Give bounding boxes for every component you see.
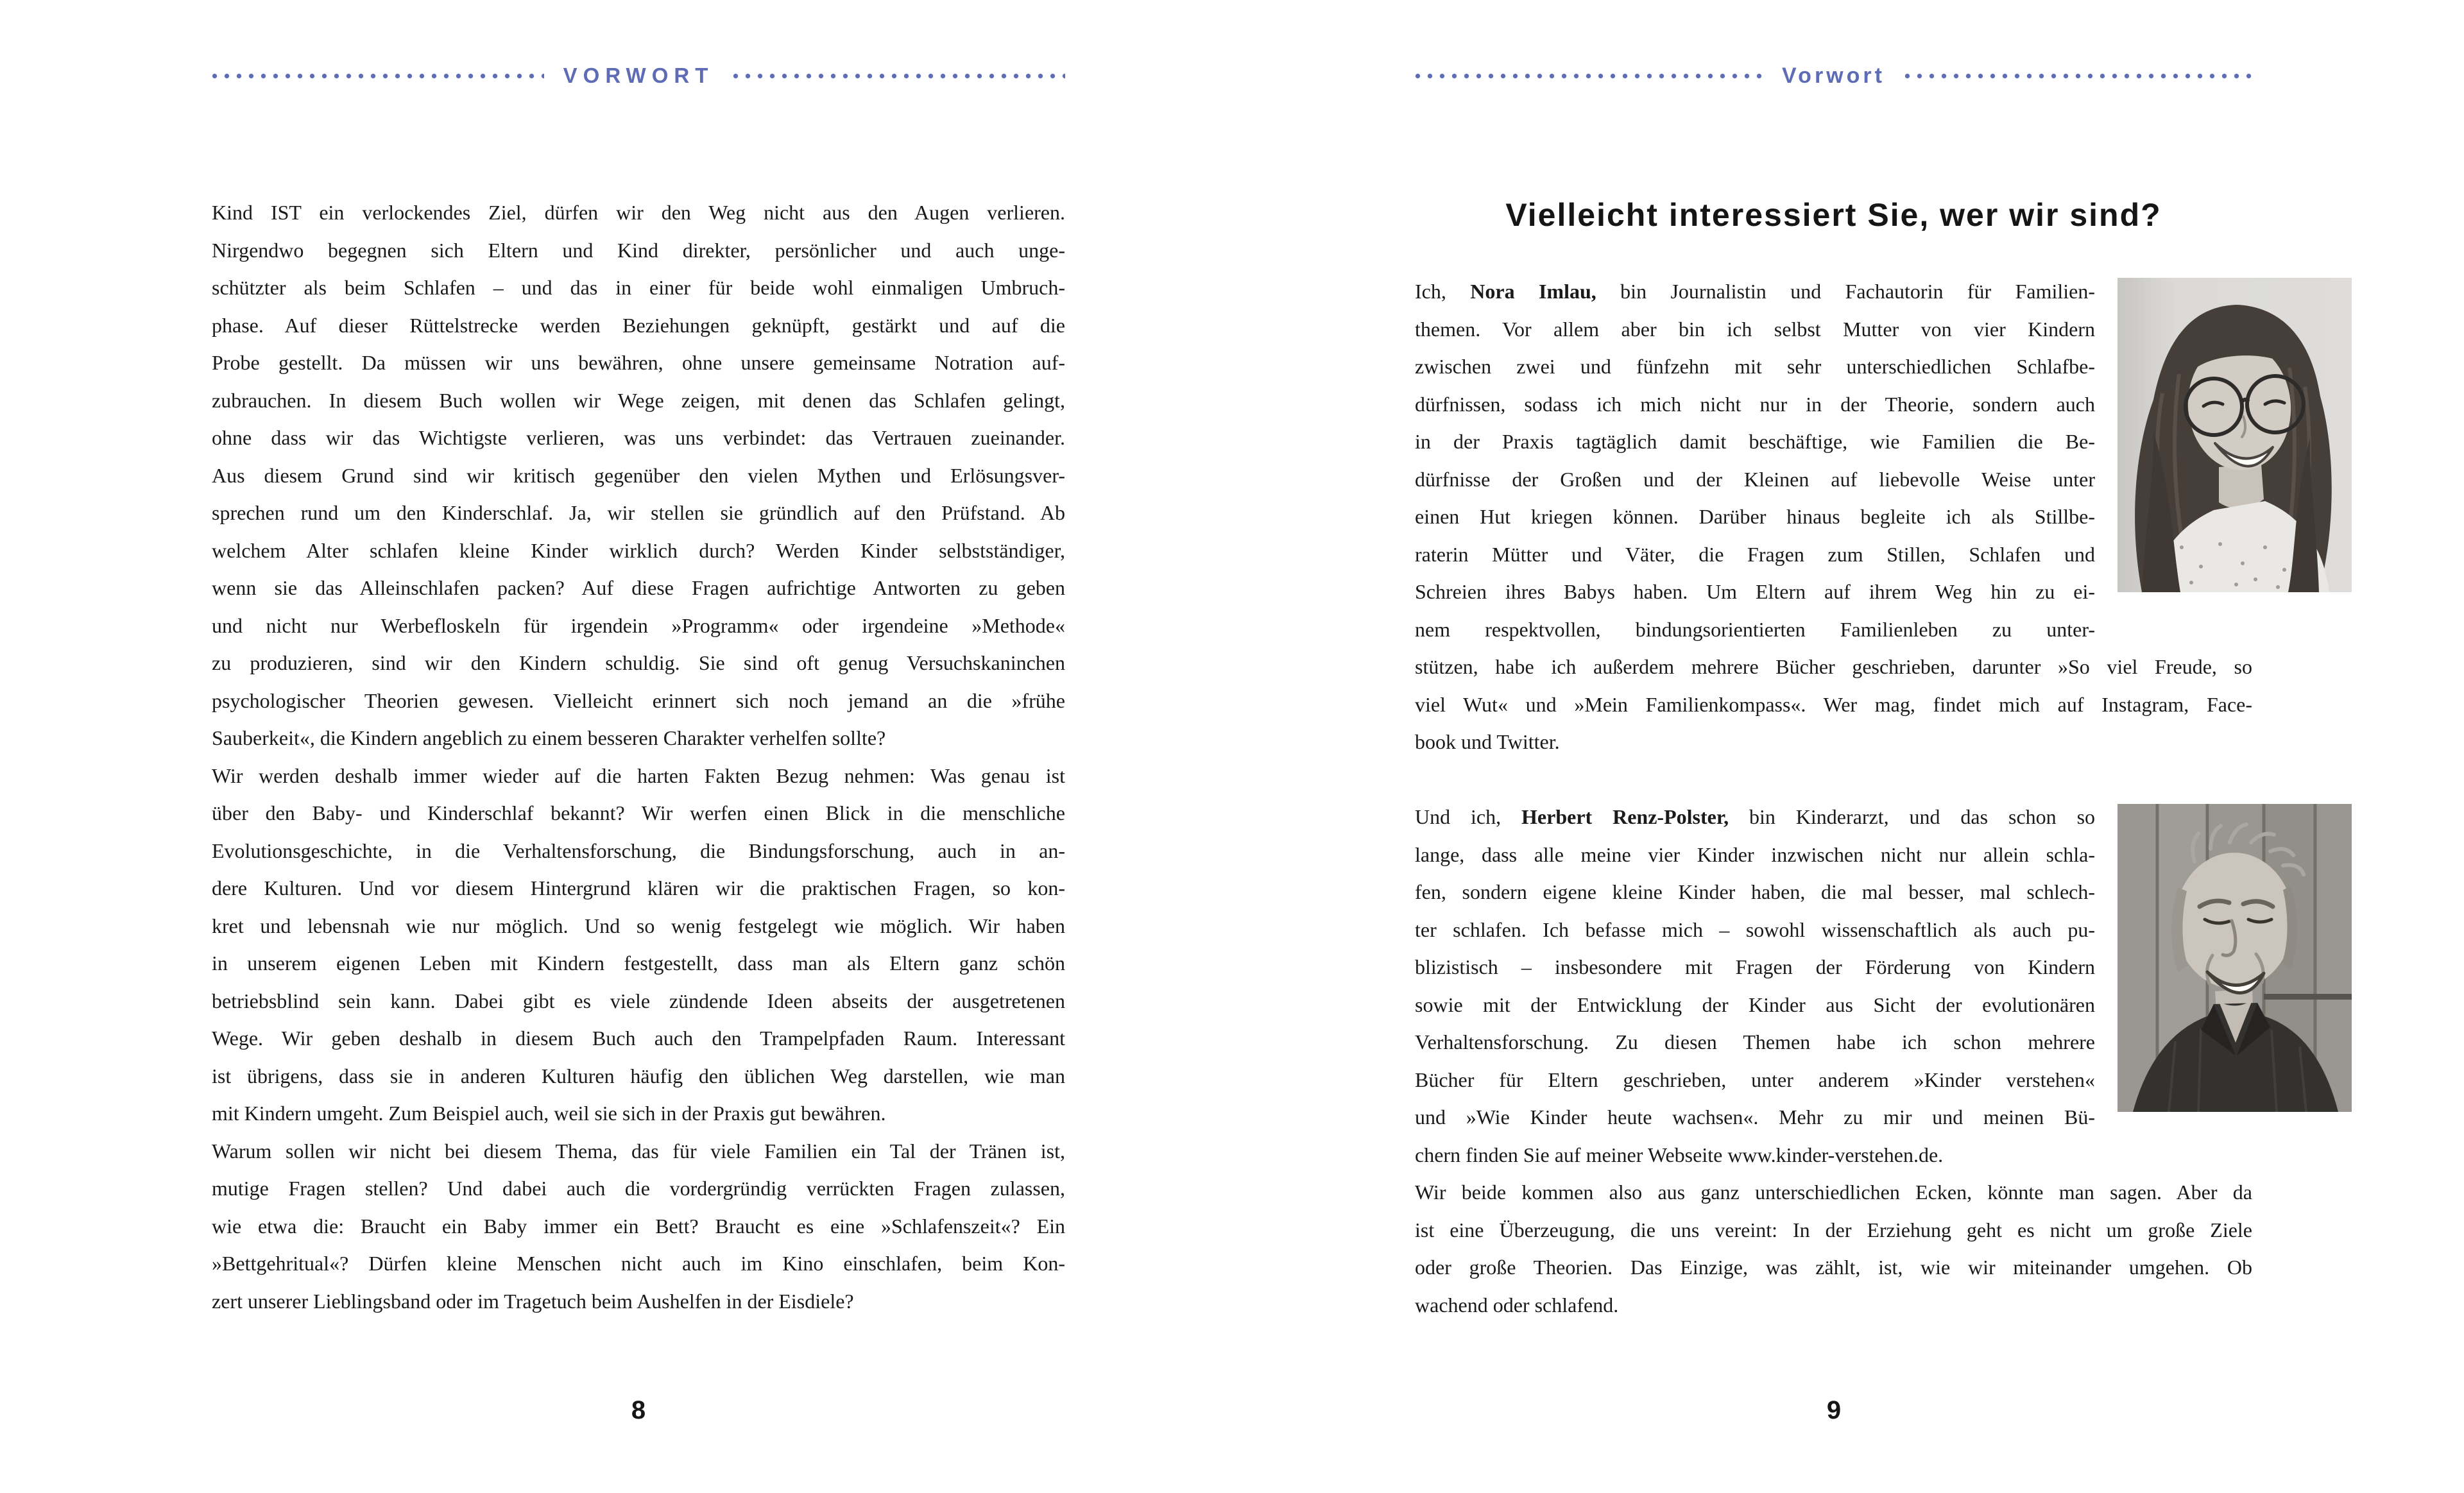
text-line: ist übrigens, dass sie in anderen Kulturen häufig den üblichen Weg darstellen, wie man bbox=[212, 1064, 1065, 1088]
running-head-title: Vorwort bbox=[1782, 63, 1885, 88]
text-line: Warum sollen wir nicht bei diesem Thema, das für viele Familien ein Tal der Tränen ist, bbox=[212, 1139, 1065, 1163]
text-line: phase. Auf dieser Rüttelstrecke werden Beziehungen geknüpft, gestärkt und auf die bbox=[212, 313, 1065, 337]
photo-herbert-renz-polster bbox=[2118, 804, 2352, 1112]
section-heading: Vielleicht interessiert Sie, wer wir sind? bbox=[1505, 197, 2162, 233]
dotted-rule-left bbox=[1415, 73, 1763, 79]
text-line: betriebsblind sein kann. Dabei gibt es viele zündende Ideen abseits der ausgetretenen bbox=[212, 989, 1065, 1012]
text-line: nem respektvollen, bindungsorientierten Familienleben zu unter- bbox=[1415, 617, 2095, 641]
text-line: welchem Alter schlafen kleine Kinder wirklich durch? Werden Kinder selbstständiger, bbox=[212, 538, 1065, 562]
photo-nora-imlau bbox=[2118, 278, 2352, 592]
text-line: Ich, Nora Imlau, bin Journalistin und Fachautorin für Familien- bbox=[1415, 280, 2096, 303]
text-line: mit Kindern umgeht. Zum Beispiel auch, weil sie sich in der Praxis gut bewähren. bbox=[212, 1102, 886, 1125]
text-line: wie etwa die: Braucht ein Baby immer ein Bett? Braucht es eine »Schlafenszeit«? Ein bbox=[212, 1214, 1065, 1238]
text-line: mutige Fragen stellen? Und dabei auch die vordergründig verrückten Fragen zulassen, bbox=[212, 1177, 1065, 1200]
text-line: zwischen zwei und fünfzehn mit sehr unterschiedlichen Schlafbe- bbox=[1415, 355, 2095, 378]
text-line: Bücher für Eltern geschrieben, unter anderem »Kinder verstehen« bbox=[1415, 1068, 2095, 1091]
text-line: einen Hut kriegen können. Darüber hinaus begleite ich als Stillbe- bbox=[1415, 505, 2095, 528]
text-line: Wege. Wir geben deshalb in diesem Buch auch den Trampelpfaden Raum. Interessant bbox=[212, 1027, 1065, 1050]
page-number-left: 8 bbox=[631, 1396, 646, 1424]
text-line: oder große Theorien. Das Einzige, was zählt, ist, wie wir miteinander umgehen. Ob bbox=[1415, 1256, 2252, 1279]
page-number-right: 9 bbox=[1826, 1396, 1842, 1424]
text-line: Probe gestellt. Da müssen wir uns bewähren, ohne unsere gemeinsame Notration auf- bbox=[212, 351, 1065, 374]
text-line: in unserem eigenen Leben mit Kindern festgestellt, dass man als Eltern ganz schön bbox=[212, 951, 1065, 975]
text-line: Und ich, Herbert Renz-Polster, bin Kinderarzt, und das schon so bbox=[1415, 805, 2096, 828]
text-line: über den Baby- und Kinderschlaf bekannt? Wir werfen einen Blick in die menschliche bbox=[212, 801, 1065, 824]
nora-paragraph-narrow bbox=[1415, 273, 2095, 648]
text-line: viel Wut« und »Mein Familienkompass«. Wer mag, findet mich auf Instagram, Face- bbox=[1415, 692, 2252, 716]
text-line: »Bettgehritual«? Dürfen kleine Menschen nicht auch im Kino einschlafen, beim Kon- bbox=[212, 1252, 1065, 1275]
text-line: zubrauchen. In diesem Buch wollen wir Wege zeigen, mit denen das Schlafen gelingt, bbox=[212, 388, 1065, 412]
text-line: sowie mit der Entwicklung der Kinder aus Sicht der evolutionären bbox=[1415, 993, 2095, 1016]
text-line: wachend oder schlafend. bbox=[1415, 1293, 1619, 1317]
left-body-text bbox=[212, 194, 1065, 1320]
text-line: Schreien ihres Babys haben. Um Eltern auf ihrem Weg hin zu ei- bbox=[1415, 580, 2095, 603]
dotted-rule-right bbox=[733, 73, 1065, 79]
text-line: lange, dass alle meine vier Kinder inzwischen nicht nur allein schla- bbox=[1415, 842, 2095, 866]
text-line: sprechen rund um den Kinderschlaf. Ja, wir stellen sie gründlich auf den Prüfstand. Ab bbox=[212, 501, 1065, 524]
text-line: und nicht nur Werbefloskeln für irgendein »Programm« oder irgendeine »Methode« bbox=[212, 613, 1065, 637]
text-line: Verhaltensforschung. Zu diesen Themen habe ich schon mehrere bbox=[1415, 1030, 2095, 1054]
running-head-title: VORWORT bbox=[563, 64, 714, 87]
text-line: raterin Mütter und Väter, die Fragen zum Stillen, Schlafen und bbox=[1415, 542, 2095, 566]
text-line: dürfnisse der Großen und der Kleinen auf liebevolle Weise unter bbox=[1415, 467, 2095, 491]
text-line: kret und lebensnah wie nur möglich. Und so wenig festgelegt wie möglich. Wir haben bbox=[212, 914, 1065, 937]
text-line: dere Kulturen. Und vor diesem Hintergrund klären wir die praktischen Fragen, so kon- bbox=[212, 876, 1065, 900]
dotted-rule-left bbox=[212, 73, 544, 79]
text-line: blizistisch – insbesondere mit Fragen der Förderung von Kindern bbox=[1415, 955, 2095, 978]
nora-paragraph-wide bbox=[1415, 648, 2252, 761]
herbert-paragraph-wide bbox=[1415, 1173, 2252, 1324]
text-line: zert unserer Lieblingsband oder im Tragetuch beim Aushelfen in der Eisdiele? bbox=[212, 1289, 854, 1313]
text-line: stützen, habe ich außerdem mehrere Bücher geschrieben, darunter »So viel Freude, so bbox=[1415, 655, 2252, 678]
text-line: dürfnissen, sodass ich mich nicht nur in der Theorie, sondern auch bbox=[1415, 392, 2095, 416]
text-line: Kind IST ein verlockendes Ziel, dürfen wir den Weg nicht aus den Augen verlieren. bbox=[212, 201, 1065, 224]
herbert-paragraph-narrow bbox=[1415, 798, 2095, 1173]
text-line: schützter als beim Schlafen – und das in einer für beide wohl einmaligen Umbruch- bbox=[212, 276, 1065, 299]
text-line: ohne dass wir das Wichtigste verlieren, was uns verbindet: das Vertrauen zueinander. bbox=[212, 426, 1065, 449]
text-line: zu produzieren, sind wir den Kindern schuldig. Sie sind oft genug Versuchskaninchen bbox=[212, 651, 1065, 674]
text-line: book und Twitter. bbox=[1415, 730, 1560, 753]
text-line: Aus diesem Grund sind wir kritisch gegenüber den vielen Mythen und Erlösungsver- bbox=[212, 463, 1065, 487]
dotted-rule-right bbox=[1904, 73, 2252, 79]
text-line: Evolutionsgeschichte, in die Verhaltensforschung, die Bindungsforschung, auch in an- bbox=[212, 839, 1065, 862]
left-running-head bbox=[212, 64, 1065, 88]
text-line: chern finden Sie auf meiner Webseite www.kinder-verstehen.de. bbox=[1415, 1143, 1944, 1166]
text-line: Wir werden deshalb immer wieder auf die harten Fakten Bezug nehmen: Was genau ist bbox=[212, 764, 1065, 787]
text-line: wenn sie das Alleinschlafen packen? Auf diese Fragen aufrichtige Antworten zu geben bbox=[212, 576, 1065, 599]
right-running-head bbox=[1415, 64, 2252, 88]
text-line: ist eine Überzeugung, die uns vereint: In der Erziehung geht es nicht um große Ziele bbox=[1415, 1218, 2252, 1241]
text-line: psychologischer Theorien gewesen. Vielleicht erinnert sich noch jemand an die »frühe bbox=[212, 688, 1065, 712]
text-line: in der Praxis tagtäglich damit beschäftige, wie Familien die Be- bbox=[1415, 430, 2095, 453]
text-line: und »Wie Kinder heute wachsen«. Mehr zu mir und meinen Bü- bbox=[1415, 1105, 2095, 1129]
text-line: themen. Vor allem aber bin ich selbst Mutter von vier Kindern bbox=[1415, 317, 2095, 341]
text-line: Wir beide kommen also aus ganz unterschiedlichen Ecken, könnte man sagen. Aber da bbox=[1415, 1181, 2252, 1204]
text-line: ter schlafen. Ich befasse mich – sowohl wissenschaftlich als auch pu- bbox=[1415, 917, 2095, 941]
text-line: fen, sondern eigene kleine Kinder haben, die mal besser, mal schlech- bbox=[1415, 880, 2095, 903]
text-line: Sauberkeit«, die Kindern angeblich zu einem besseren Charakter verhelfen sollte? bbox=[212, 726, 886, 749]
text-line: Nirgendwo begegnen sich Eltern und Kind direkter, persönlicher und auch unge- bbox=[212, 238, 1065, 262]
